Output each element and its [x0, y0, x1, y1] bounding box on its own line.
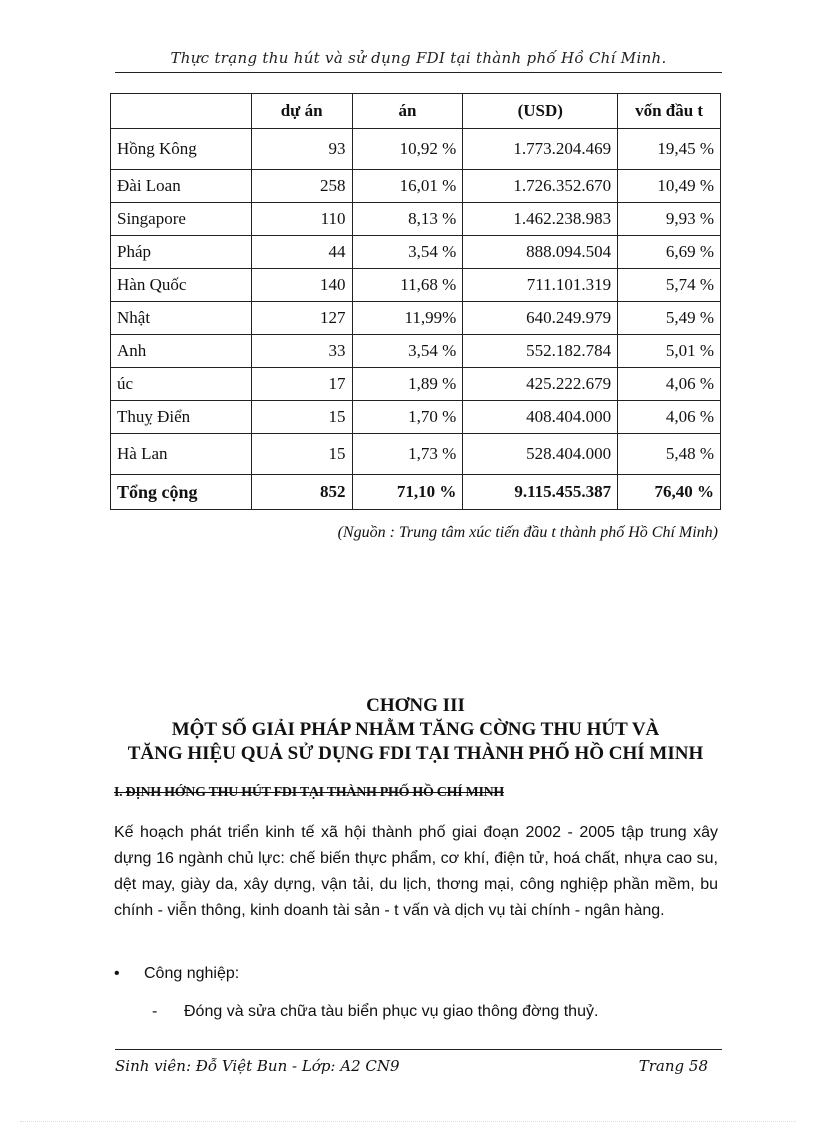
project-share-cell: 1,73 % [352, 434, 463, 475]
capital-cell: 1.773.204.469 [463, 129, 618, 170]
page-footer [115, 1049, 722, 1082]
country-cell: Pháp [111, 236, 252, 269]
country-cell: Nhật [111, 302, 252, 335]
table-row [111, 302, 721, 335]
projects-cell: 44 [251, 236, 352, 269]
projects-cell: 140 [251, 269, 352, 302]
table-row [111, 434, 721, 475]
projects-cell: 258 [251, 170, 352, 203]
bullet-text: Công nghiệp: [144, 965, 240, 982]
table-row [111, 269, 721, 302]
capital-share-cell: 5,01 % [618, 335, 721, 368]
projects-cell: 15 [251, 434, 352, 475]
table-row [111, 203, 721, 236]
project-share-cell: 8,13 % [352, 203, 463, 236]
table-row [111, 335, 721, 368]
table-row [111, 170, 721, 203]
table-row [111, 236, 721, 269]
project-share-cell: 3,54 % [352, 335, 463, 368]
country-cell: Đài Loan [111, 170, 252, 203]
capital-share-cell: 5,49 % [618, 302, 721, 335]
body-paragraph: Kế hoạch phát triển kinh tế xã hội thành phố giai đoạn 2002 - 2005 tập trung xây dựng 16 ngành chủ lực: chế biến thực phẩm, cơ khí, điện tử, hoá chất, nhựa cao su, dệt may, giày da, xây dựng, vận tải, du lịch, thơng mại, công nghiệp phần mềm, bu chính - viễn thông, kinh doanh tài sản - t vấn và dịch vụ tài chính - ngân hàng. [114, 824, 718, 919]
country-cell: úc [111, 368, 252, 401]
column-header: án [352, 94, 463, 129]
project-share-cell: 1,89 % [352, 368, 463, 401]
table-row [111, 129, 721, 170]
capital-share-cell: 10,49 % [618, 170, 721, 203]
country-cell: Hà Lan [111, 434, 252, 475]
table-source-note: (Nguồn : Trung tâm xúc tiến đầu t thành phố Hồ Chí Minh) [337, 524, 718, 541]
bullet-item [114, 965, 239, 983]
capital-cell: 888.094.504 [463, 236, 618, 269]
capital-cell: 552.182.784 [463, 335, 618, 368]
project-share-cell: 10,92 % [352, 129, 463, 170]
dash-item [152, 1003, 598, 1021]
country-cell: Singapore [111, 203, 252, 236]
footer-student: Sinh viên: Đỗ Việt Bun - Lớp: A2 CN9 [115, 1057, 400, 1075]
dash-text: Đóng và sửa chữa tàu biển phục vụ giao thông đờng thuỷ. [184, 1003, 599, 1020]
country-cell: Thuỵ Điển [111, 401, 252, 434]
table-row [111, 368, 721, 401]
column-header: dự án [251, 94, 352, 129]
projects-cell: 110 [251, 203, 352, 236]
table-total-row [111, 475, 721, 510]
table-row [111, 401, 721, 434]
total-label: Tổng cộng [111, 475, 252, 510]
chapter-title-line-2: TĂNG HIỆU QUẢ SỬ DỤNG FDI TẠI THÀNH PHỐ HỒ CHÍ MINH [127, 743, 704, 764]
total-capital-share: 76,40 % [618, 475, 721, 510]
total-capital: 9.115.455.387 [463, 475, 618, 510]
projects-cell: 15 [251, 401, 352, 434]
column-header: (USD) [463, 94, 618, 129]
projects-cell: 33 [251, 335, 352, 368]
project-share-cell: 11,68 % [352, 269, 463, 302]
column-header: vốn đầu t [618, 94, 721, 129]
project-share-cell: 1,70 % [352, 401, 463, 434]
dash-marker: - [152, 1003, 158, 1020]
country-cell: Hồng Kông [111, 129, 252, 170]
capital-share-cell: 5,74 % [618, 269, 721, 302]
capital-cell: 1.726.352.670 [463, 170, 618, 203]
project-share-cell: 16,01 % [352, 170, 463, 203]
footer-page-number: Trang 58 [638, 1057, 708, 1075]
capital-share-cell: 6,69 % [618, 236, 721, 269]
capital-cell: 640.249.979 [463, 302, 618, 335]
country-cell: Anh [111, 335, 252, 368]
column-header [111, 94, 252, 129]
chapter-heading [110, 694, 721, 766]
header-title: Thực trạng thu hút và sử dụng FDI tại thành phố Hồ Chí Minh. [170, 49, 667, 67]
chapter-title-line-1: MỘT SỐ GIẢI PHÁP NHẰM TĂNG CỜNG THU HÚT VÀ [171, 719, 660, 740]
projects-cell: 17 [251, 368, 352, 401]
capital-cell: 1.462.238.983 [463, 203, 618, 236]
project-share-cell: 3,54 % [352, 236, 463, 269]
capital-cell: 408.404.000 [463, 401, 618, 434]
project-share-cell: 11,99% [352, 302, 463, 335]
capital-share-cell: 5,48 % [618, 434, 721, 475]
chapter-number: CHƠNG III [366, 695, 465, 716]
capital-share-cell: 4,06 % [618, 368, 721, 401]
projects-cell: 127 [251, 302, 352, 335]
capital-cell: 425.222.679 [463, 368, 618, 401]
capital-share-cell: 19,45 % [618, 129, 721, 170]
capital-share-cell: 4,06 % [618, 401, 721, 434]
country-cell: Hàn Quốc [111, 269, 252, 302]
page-edge-divider [20, 1121, 796, 1122]
projects-cell: 93 [251, 129, 352, 170]
total-project-share: 71,10 % [352, 475, 463, 510]
capital-share-cell: 9,93 % [618, 203, 721, 236]
table-header-row [111, 94, 721, 129]
fdi-table [110, 93, 721, 510]
total-projects: 852 [251, 475, 352, 510]
section-heading: I. ĐỊNH HỚNG THU HÚT FDI TẠI THÀNH PHỐ HỒ CHÍ MINH [114, 785, 505, 800]
bullet-marker: • [114, 965, 120, 982]
capital-cell: 711.101.319 [463, 269, 618, 302]
page-header [115, 44, 722, 73]
capital-cell: 528.404.000 [463, 434, 618, 475]
